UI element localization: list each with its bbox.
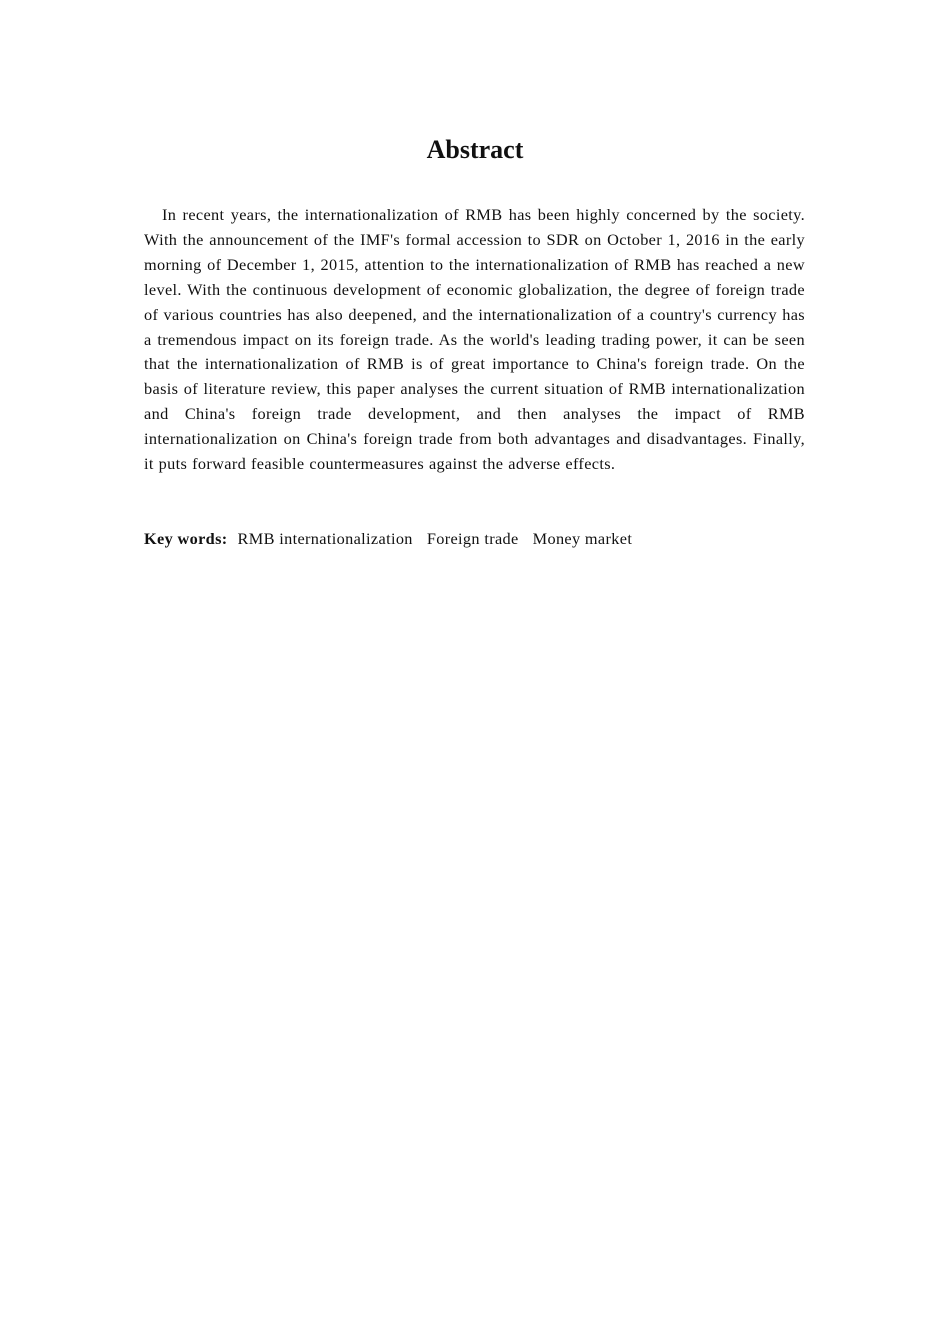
- keywords-label: Key words:: [144, 529, 228, 548]
- keyword-term: RMB internationalization: [237, 529, 413, 548]
- abstract-title: Abstract: [426, 135, 524, 164]
- keyword-term: Money market: [532, 529, 633, 548]
- keyword-term: Foreign trade: [426, 529, 519, 548]
- abstract-paragraph: In recent years, the internationalization of RMB has been highly concerned by the society. With the announcement of the IMF's formal accession to SDR on October 1, 2016 in the early morning of December 1, 2015, attention to the internationalization of RMB has reached a new level. With the continuous development of economic globalization, the degree of foreign trade of various countries has also deepened, and the internationalization of a country's currency has a tremendous impact on its foreign trade. As the world's leading trading power, it can be seen that the internationalization of RMB is of great importance to China's foreign trade. On the basis of literature review, this paper analyses the current situation of RMB internationalization and China's foreign trade development, and then analyses the impact of RMB internationalization on China's foreign trade from both advantages and disadvantages. Finally, it puts forward feasible countermeasures against the adverse effects.: [144, 205, 805, 474]
- keywords-line: [144, 527, 805, 551]
